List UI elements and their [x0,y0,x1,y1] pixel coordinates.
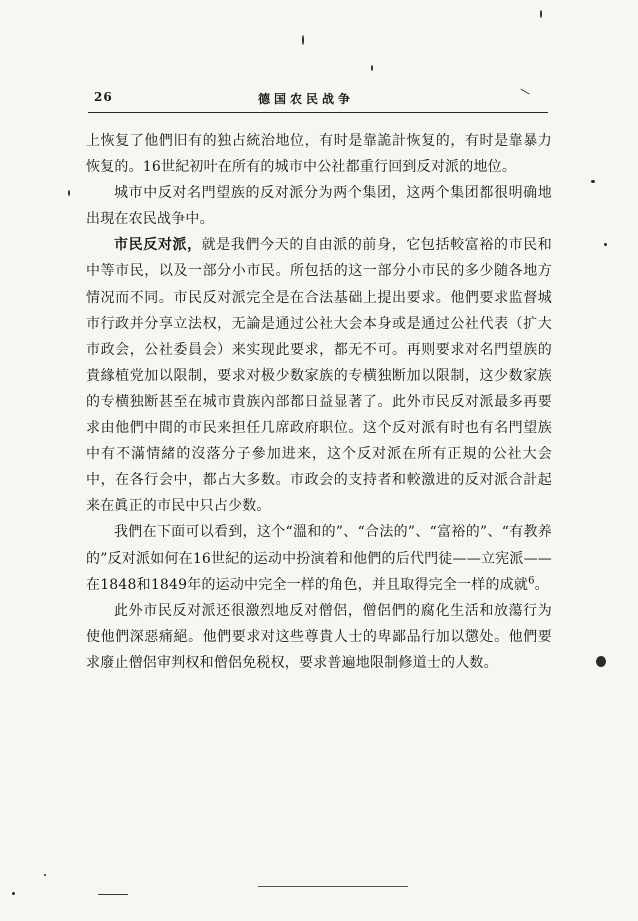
paragraph-3-text: 就是我們今天的自由派的前身，它包括較富裕的市民和中等市民，以及一部分小市民。所包括的这一部分小市民的多少随各地方情况而不同。市民反对派完全是在合法基础上提出要求。他們要求监督城市行政并分享立法权，无論是通过公社大会本身或是通过公社代表（扩大市政会，公社委員会）来实现此要求，都无不可。再则要求对名門望族的貴緣植党加以限制，要求对极少数家族的专横独断加以限制，这少数家族的专横独断甚至在城市貴族內部都日益显著了。此外市民反对派最多再要求由他們中間的市民来担任几席政府职位。这个反对派有时也有名門望族中有不滿情緒的沒落分子參加进来，这个反对派在所有正規的公社大会中，在各行会中，都占大多数。市政会的支持者和較激进的反对派合計起来在眞正的市民中只占少数。 [86,237,552,515]
paragraph-4-text: 我們在下面可以看到，这个“溫和的”、“合法的”、“富裕的”、“有教养的”反对派如何在16世紀的运动中扮演着和他們的后代門徒——立宪派——在1848和1849年的运动中完全一样的角色，并且取得完全一样的成就 [86,524,552,593]
scan-speck [604,243,607,246]
paragraph-4-end: 。 [534,576,549,593]
scan-speck [68,190,70,196]
page-header [88,90,548,112]
scan-speck [540,10,542,18]
body-text [86,128,552,676]
paragraph-3 [86,232,552,519]
header-rule [88,112,548,113]
paragraph-1: 上恢复了他們旧有的独占統治地位，有时是靠詭計恢复的，有时是靠暴力恢复的。16世紀初叶在所有的城市中公社都重行回到反对派的地位。 [86,133,552,176]
running-title: 德国农民战争 [258,92,355,106]
scan-stroke [98,894,128,895]
scan-speck [371,65,373,71]
paragraph-2: 城市中反对名門望族的反对派分为两个集团，这两个集团都很明确地出現在农民战争中。 [86,185,552,228]
term-burgher-opposition: 市民反对派， [114,237,202,254]
bottom-rule [258,886,408,887]
paragraph-5: 此外市民反对派还很激烈地反对僧侶，僧侶們的腐化生活和放蕩行为使他們深惡痛絕。他們要求对这些尊貴人士的卑鄙品行加以懲处。他們要求廢止僧侶审判权和僧侶免税权，要求普遍地限制修道士的人数。 [86,602,552,671]
scan-speck [591,180,595,183]
footnote-mark[interactable]: 6 [528,574,535,586]
scan-speck [302,35,304,45]
scan-speck [12,892,15,895]
scan-speck [44,874,46,876]
page-number: 26 [94,90,113,104]
paragraph-4 [86,519,552,597]
scan-speck [596,656,606,667]
